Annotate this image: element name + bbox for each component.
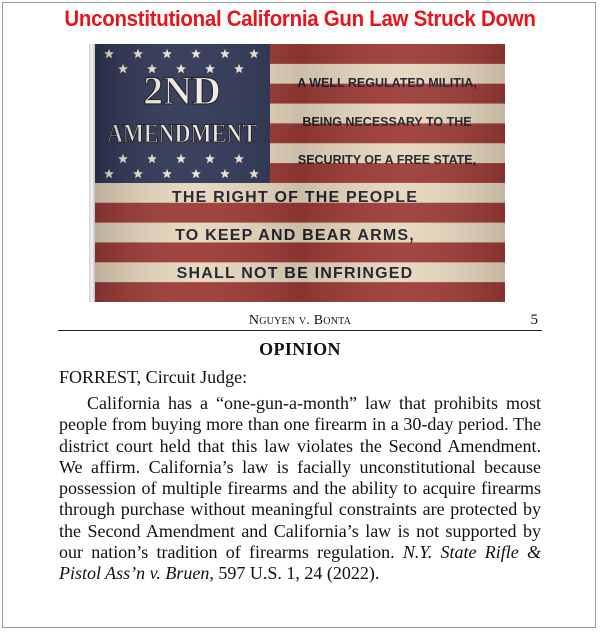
judge-line: FORREST, Circuit Judge:: [59, 367, 248, 387]
headline: Unconstitutional California Gun Law Struck Down: [64, 6, 536, 31]
flag-image: [95, 44, 505, 302]
citation-case: N.Y. State Rifle & Pistol Ass’n v. Bruen: [59, 542, 542, 584]
case-name: Nguyen v. Bonta: [248, 313, 352, 328]
paragraph-text: California has a “one-gun-a-month” law that prohibits most people from buying more than one firearm in a 30-day period. The district court held that this law violates the Second Amendment. We affirm. California’s law is facially unconstitutional because possession of multiple firearms and the ability to acquire firearms through purchase without meaningful constraints are protected by the Second Amendment and California’s law is not supported by our nation’s tradition of firearms regulation.: [59, 393, 541, 563]
page-number: 5: [530, 312, 538, 328]
section-title: OPINION: [259, 339, 341, 359]
flag-wave-shading: [95, 44, 505, 302]
opinion-paragraph: [59, 393, 541, 585]
running-header: [58, 313, 542, 331]
citation-rest: , 597 U.S. 1, 24 (2022).: [209, 563, 380, 584]
